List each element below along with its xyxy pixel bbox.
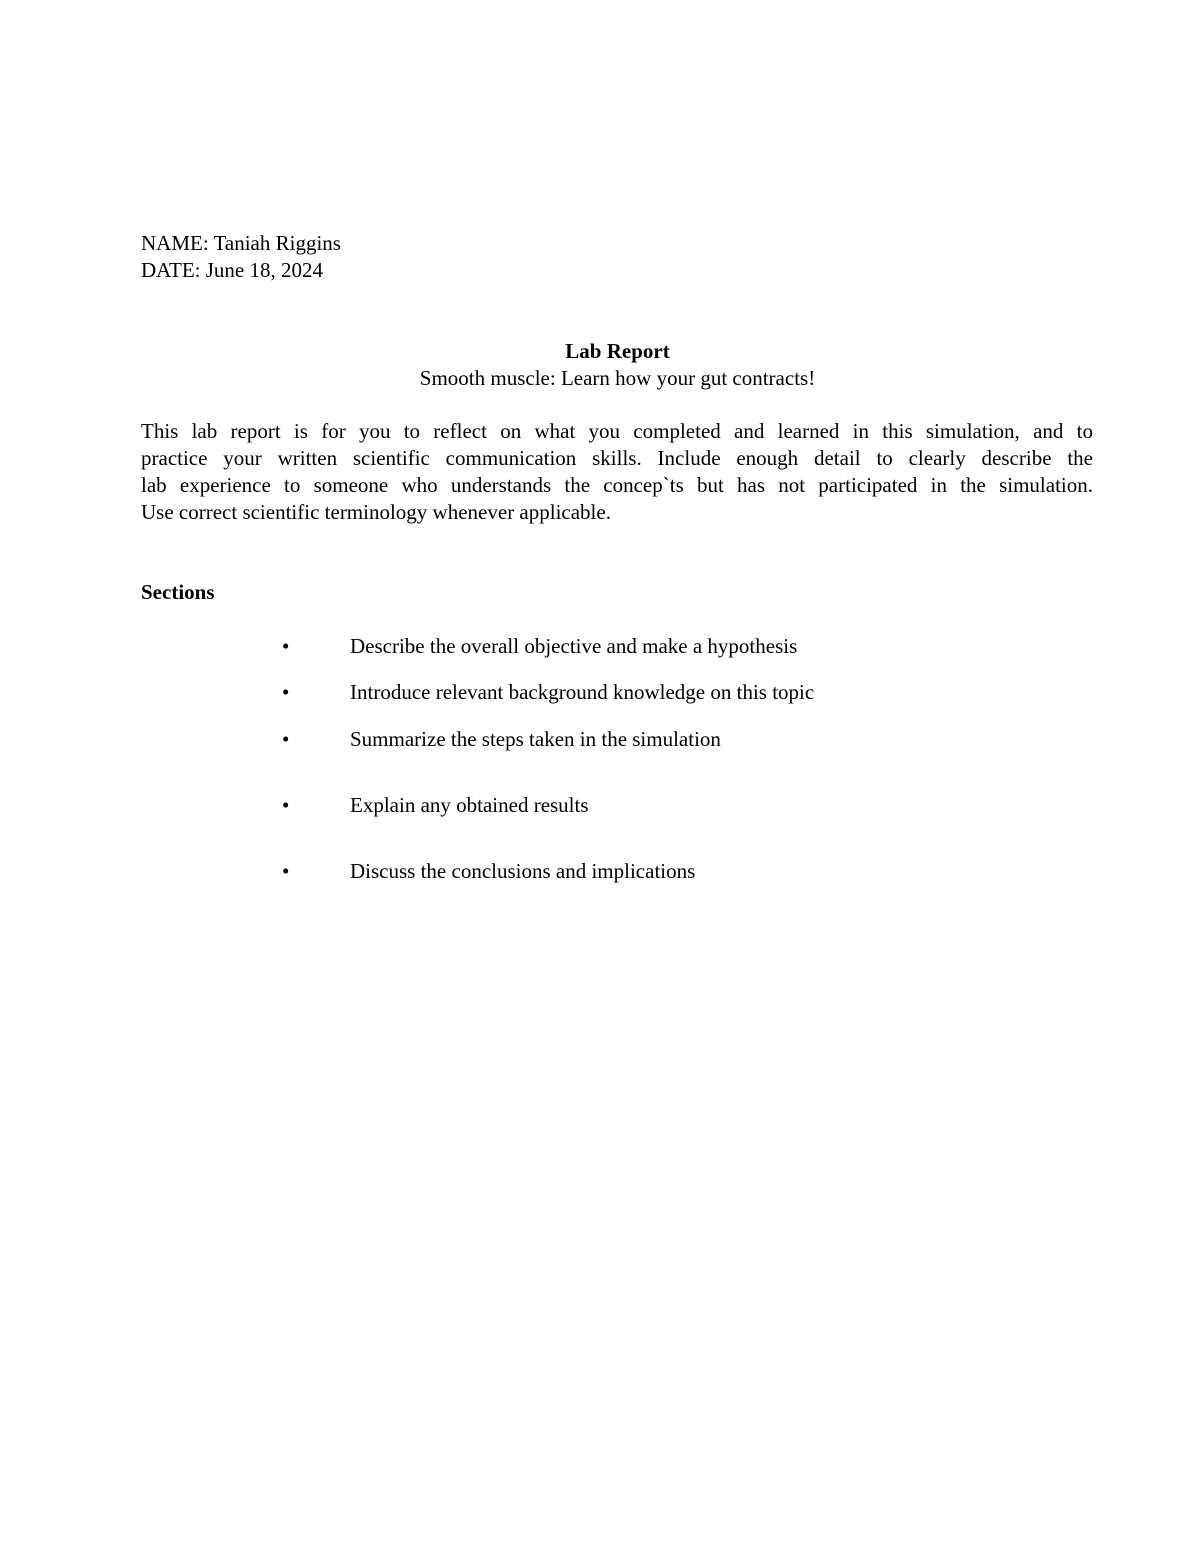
student-name: NAME: Taniah Riggins bbox=[141, 231, 341, 255]
intro-line: lab experience to someone who understands the concep`ts but has not participated in the simulation. bbox=[141, 473, 1093, 497]
section-item-text: Summarize the steps taken in the simulation bbox=[350, 727, 721, 751]
bullet-icon: • bbox=[282, 793, 290, 817]
intro-paragraph bbox=[141, 418, 1093, 526]
intro-line: This lab report is for you to reflect on what you completed and learned in this simulation, and to bbox=[141, 419, 1093, 443]
section-item-text: Explain any obtained results bbox=[350, 793, 589, 817]
section-item-text: Introduce relevant background knowledge on this topic bbox=[350, 680, 815, 704]
intro-line: practice your written scientific communication skills. Include enough detail to clearly describe the bbox=[141, 446, 1093, 470]
bullet-icon: • bbox=[282, 859, 290, 883]
bullet-icon: • bbox=[282, 680, 290, 704]
section-item-text: Discuss the conclusions and implications bbox=[350, 859, 696, 883]
section-item-text: Describe the overall objective and make a hypothesis bbox=[350, 634, 798, 658]
report-subtitle: Smooth muscle: Learn how your gut contracts! bbox=[419, 366, 816, 390]
sections-heading: Sections bbox=[141, 580, 215, 604]
bullet-icon: • bbox=[282, 727, 290, 751]
intro-line: Use correct scientific terminology whenever applicable. bbox=[141, 500, 611, 524]
bullet-icon: • bbox=[282, 634, 290, 658]
report-title: Lab Report bbox=[565, 339, 670, 363]
report-date: DATE: June 18, 2024 bbox=[141, 258, 323, 282]
